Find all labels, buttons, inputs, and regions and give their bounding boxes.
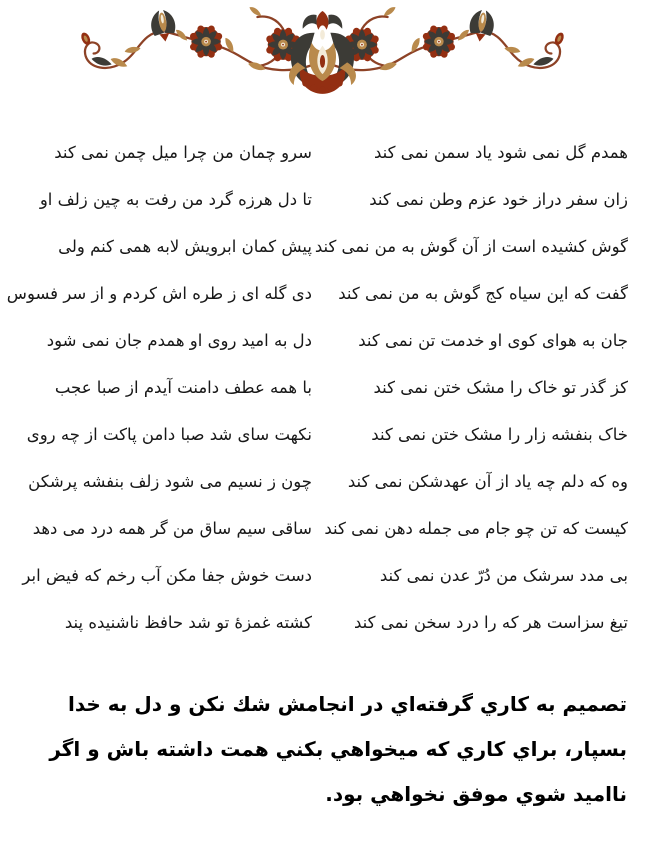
- hemistich-first: کشته غمزهٔ تو شد حافظ ناشنیده پند: [64, 613, 312, 632]
- interpretation-line: بسپار، براي كاري كه میخواهي بكني همت داشته باش و اگر: [49, 737, 627, 761]
- couplet-row: [28, 364, 628, 411]
- hemistich-second: بی مدد سرشک من دُرّ عدن نمی کند: [379, 566, 628, 585]
- couplet-row: [28, 599, 628, 646]
- hemistich-first: تا دل هرزه گرد من رفت به چین زلف او: [39, 190, 312, 209]
- interpretation-line: تصمیم به كاري گرفته‌اي در انجامش شك نكن و دل به خدا: [68, 692, 627, 716]
- hemistich-first: نکهت سای شد صبا دامن پاکت از چه روی: [26, 425, 312, 444]
- hemistich-second: کیست که تن چو جام می جمله دهن نمی کند: [324, 519, 628, 538]
- hemistich-first: پیش کمان ابرویش لابه همی کنم ولی: [58, 237, 312, 256]
- hemistich-second: وه که دلم چه یاد از آن عهدشکن نمی کند: [347, 472, 628, 491]
- hemistich-first: ساقی سیم ساق من گر همه درد می دهد: [32, 519, 312, 538]
- hemistich-first: دست خوش جفا مکن آب رخم که فیض ابر: [22, 566, 312, 585]
- couplet-row: [28, 411, 628, 458]
- hemistich-second: گوش کشیده است از آن گوش به من نمی کند: [314, 237, 628, 256]
- hemistich-first: دی گله ای ز طره اش کردم و از سر فسوس: [6, 284, 312, 303]
- fal-interpretation: [18, 682, 627, 817]
- couplet-row: [28, 317, 628, 364]
- couplet-row: [28, 223, 628, 270]
- hemistich-second: خاک بنفشه زار را مشک ختن نمی کند: [371, 425, 628, 444]
- couplet-row: [6, 270, 628, 317]
- hemistich-second: تیغ سزاست هر که را درد سخن نمی کند: [354, 613, 628, 632]
- hemistich-first: چون ز نسیم می شود زلف بنفشه پرشکن: [28, 472, 312, 491]
- hemistich-second: همدم گل نمی شود یاد سمن نمی کند: [373, 143, 628, 162]
- ghazal-text: [6, 129, 628, 646]
- couplet-row: [28, 129, 628, 176]
- hemistich-first: دل به امید روی او همدم جان نمی شود: [46, 331, 312, 350]
- hemistich-second: جان به هوای کوی او خدمت تن نمی کند: [358, 331, 628, 350]
- couplet-row: [28, 505, 628, 552]
- interpretation-line: ناامید شوي موفق نخواهي بود.: [325, 782, 627, 806]
- central-palmette: [289, 11, 356, 94]
- floral-header-ornament: [66, 5, 579, 96]
- couplet-row: [28, 176, 628, 223]
- hemistich-first: سرو چمان من چرا میل چمن نمی کند: [54, 143, 312, 162]
- hemistich-first: با همه عطف دامنت آیدم از صبا عجب: [54, 378, 312, 397]
- couplet-row: [28, 458, 628, 505]
- hemistich-second: زان سفر دراز خود عزم وطن نمی کند: [369, 190, 628, 209]
- couplet-row: [22, 552, 628, 599]
- hemistich-second: کز گذر تو خاک را مشک ختن نمی کند: [373, 378, 628, 397]
- hemistich-second: گفت که این سیاه کج گوش به من نمی کند: [338, 284, 628, 303]
